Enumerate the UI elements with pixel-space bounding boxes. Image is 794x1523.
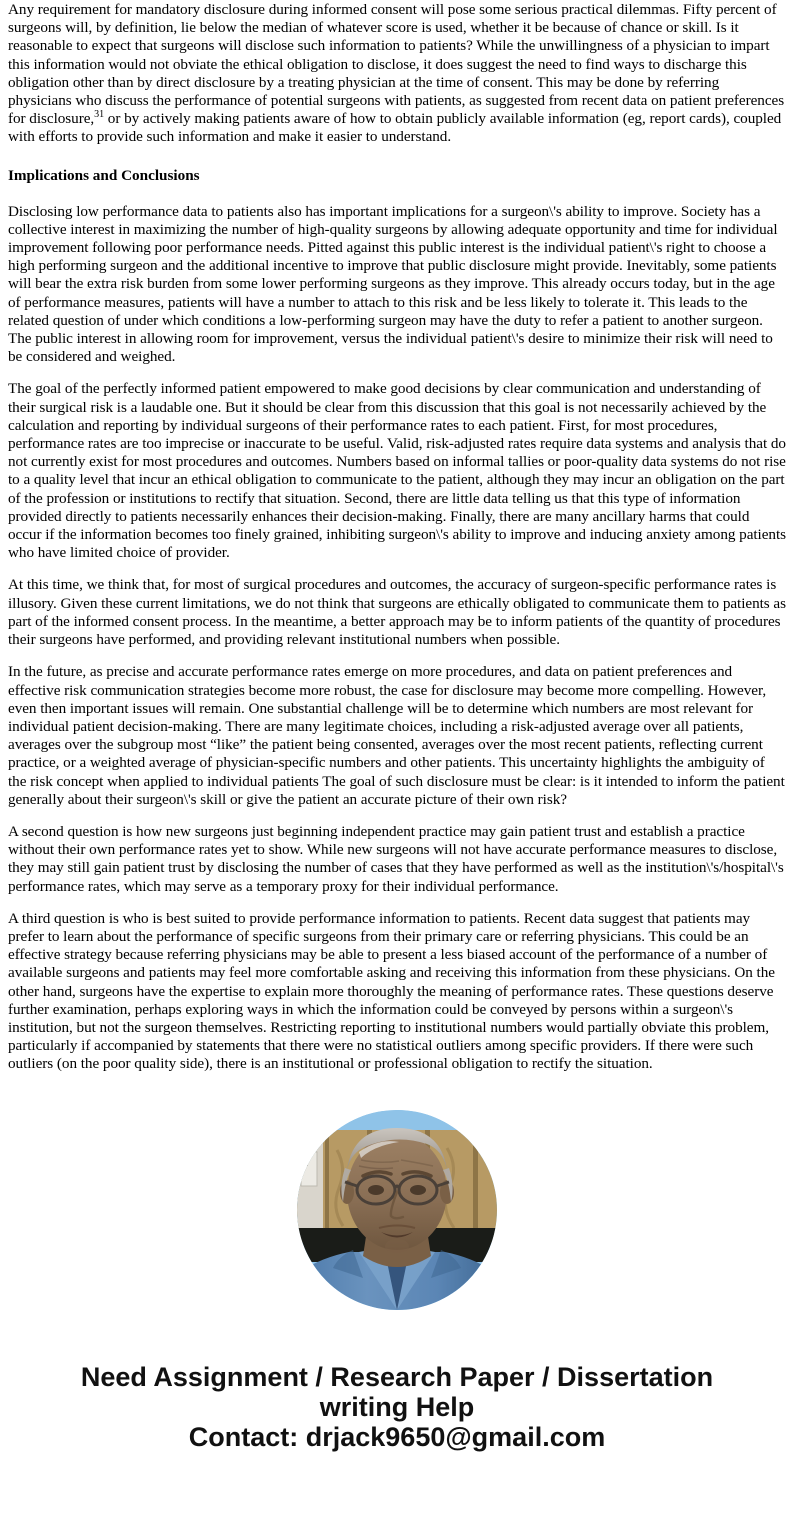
ad-line-3-contact-email[interactable]: Contact: drjack9650@gmail.com: [188, 1421, 606, 1452]
section-heading-implications-and-conclusions: Implications and Conclusions: [8, 166, 200, 184]
reference-marker-31[interactable]: 31: [94, 109, 105, 121]
paragraph-accuracy-illusory: At this time, we think that, for most of surgical procedures and outcomes, the accuracy of surgeon-specific performance rates is illusory. Given these current limitations, we do not think that surgeons are ethically obligated to communicate them to patients as part of the informed consent process. In the meantime, a better approach may be to inform patients of the quantity of procedures their surgeons have performed, and providing relevant institutional numbers when possible.: [8, 576, 786, 649]
portrait-photo-icon: [297, 1110, 497, 1310]
paragraph-intro: [8, 0, 786, 147]
author-photo-block: [8, 1110, 786, 1310]
paragraph-third-question: A third question is who is best suited to provide performance information to patients. Recent data suggest that patients may prefer to learn about the performance of specific surgeons from their primary care or referring physicians. This could be an effective strategy because referring physicians may be able to present a less biased account of the performance of a number of available surgeons and patients may feel more comfortable asking and receiving this information from these physicians. On the other hand, surgeons have the expertise to explain more thoroughly the meaning of performance rates. These questions deserve further examination, perhaps exploring ways in which the information could be conveyed by persons within a surgeon\'s institution, but not the surgeon themselves. Restricting reporting to institutional numbers would partially obviate this problem, particularly if accompanied by statements that there were no statistical outliers among specific providers. If there were such outliers (on the poor quality side), there is an institutional or professional obligation to rectify the situation.: [8, 909, 775, 1073]
paragraph-second-question: A second question is how new surgeons just beginning independent practice may gain patient trust and establish a practice without their own performance rates yet to show. While new surgeons will not have accurate performance measures to disclose, they may still gain patient trust by disclosing the number of cases that they have performed as well as the institution\'s/hospital\'s performance rates, which may serve as a temporary proxy for their individual performance.: [8, 822, 784, 895]
paragraph-intro-text-b: or by actively making patients aware of how to obtain publicly available information (eg, report cards), coupled with efforts to provide such information and make it easier to understand.: [8, 110, 782, 146]
ad-line-1: Need Assignment / Research Paper / Dissertation: [80, 1361, 714, 1392]
paragraph-intro-text-a: Any requirement for mandatory disclosure during informed consent will pose some serious practical dilemmas. Fifty percent of surgeons will, by definition, lie below the median of whatever score is used, whether it be because of chance or skill. Is it reasonable to expect that surgeons will disclose such information to patients? While the unwillingness of a physician to impart this information would not obviate the ethical obligation to disclose, it does suggest the need to find ways to discharge this obligation other than by direct disclosure by a treating physician at the time of consent. This may be done by referring physicians who discuss the performance of potential surgeons with patients, as suggested from recent data on patient preferences for disclosure,: [8, 1, 785, 128]
paragraph-future-disclosure: In the future, as precise and accurate performance rates emerge on more procedures, and data on patient preferences and effective risk communication strategies become more robust, the case for disclosure may become more compelling. However, even then important issues will remain. One substantial challenge will be to determine which numbers are most relevant for individual patient decision-making. There are many legitimate choices, including a risk-adjusted average over all patients, averages over the subgroup most “like” the patient being consented, averages over the most recent patients, reflecting current practice, or a weighted average of physician-specific numbers and other patients. This uncertainty highlights the ambiguity of the risk concept when applied to individual patients The goal of such disclosure must be clear: is it intended to inform the patient generally about their surgeon\'s skill or give the patient an accurate picture of their own risk?: [8, 663, 785, 808]
ad-line-2: writing Help: [319, 1391, 475, 1422]
paragraph-goal-of-informed-patient: The goal of the perfectly informed patient empowered to make good decisions by clear communication and understanding of their surgical risk is a laudable one. But it should be clear from this discussion that this goal is not necessarily achieved by the calculation and reporting by individual surgeons of their performance rates to each patient. First, for most procedures, performance rates are too imprecise or inaccurate to be useful. Valid, risk-adjusted rates require data systems and analysis that do not currently exist for most procedures and outcomes. Numbers based on informal tallies or poor-quality data systems do not rise to a quality level that incur an ethical obligation to communicate to the patient, although they may incur an obligation on the part of the profession or institutions to rectify that situation. Second, there are little data telling us that this type of information provided directly to patients necessarily enhances their decision-making. Finally, there are many ancillary harms that could occur if the information becomes too finely grained, inhibiting surgeon\'s ability to improve and inducing anxiety among patients who have limited choice of provider.: [8, 380, 786, 562]
advertisement-banner: [8, 1362, 786, 1482]
paragraph-disclosing-low-performance: Disclosing low performance data to patients also has important implications for a surgeon\'s ability to improve. Society has a collective interest in maximizing the number of high-quality surgeons by allowing adequate opportunity and time for individual improvement following poor performance needs. Pitted against this public interest is the individual patient\'s right to choose a high performing surgeon and the additional incentive to improve that public disclosure might provide. Inevitably, some patients will bear the extra risk burden from some lower performing surgeons as they improve. This already occurs today, but in the age of performance measures, patients will have a number to attach to this risk and be less likely to tolerate it. This leads to the related question of under which conditions a low-performing surgeon may have the duty to refer a patient to another surgeon. The public interest in allowing room for improvement, versus the individual patient\'s desire to minimize their risk will need to be considered and weighed.: [8, 202, 778, 366]
avatar: [297, 1110, 497, 1310]
